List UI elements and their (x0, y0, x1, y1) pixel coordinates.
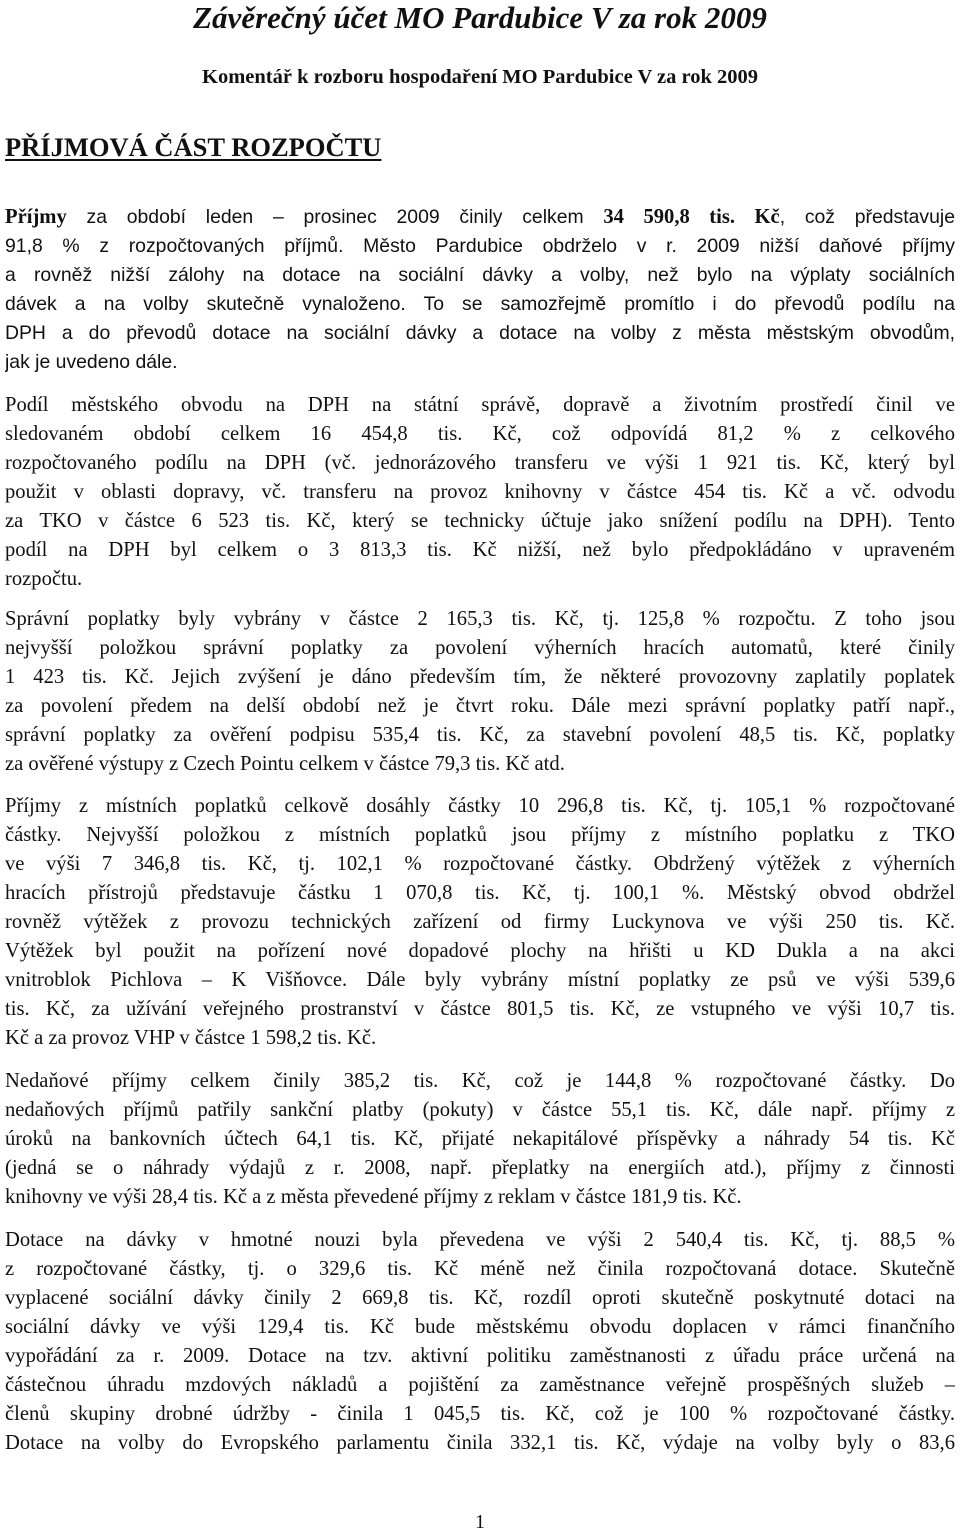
text-line: vypořádání za r. 2009. Dotace na tzv. aktivní politiku zaměstnanosti z úřadu práce určená na (5, 1345, 955, 1367)
text-line: Dotace na dávky v hmotné nouzi byla převedena ve výši 2 540,4 tis. Kč, tj. 88,5 % (5, 1229, 955, 1251)
text-span: , což představuje (779, 206, 955, 228)
text-line: nejvyšší položkou správní poplatky za povolení výherních hracích automatů, které činily (5, 637, 955, 659)
text-line: Výtěžek byl použit na pořízení nové dopadové plochy na hřišti u KD Dukla a na akci (5, 940, 955, 962)
paragraph-vat-share (5, 391, 955, 594)
paragraph-admin-fees (5, 605, 955, 779)
text-line: rozpočtu. (5, 568, 83, 590)
text-line: za ověřené výstupy z Czech Pointu celkem v částce 79,3 tis. Kč atd. (5, 753, 565, 775)
text-line: Dotace na volby do Evropského parlamentu činila 332,1 tis. Kč, výdaje na volby byly o 83,6 (5, 1432, 955, 1454)
text-span: za období leden – prosinec 2009 činily celkem (66, 206, 604, 228)
text-line: z rozpočtované částky, tj. o 329,6 tis. Kč méně než činila rozpočtovaná dotace. Skutečně (5, 1258, 955, 1280)
text-line: ve výši 7 346,8 tis. Kč, tj. 102,1 % rozpočtované částky. Obdržený výtěžek z výherních (5, 853, 955, 875)
text-line: jak je uvedeno dále. (5, 351, 178, 373)
text-line: členů skupiny drobné údržby - činila 1 045,5 tis. Kč, což je 100 % rozpočtované částky. (5, 1403, 955, 1425)
paragraph-subsidies (5, 1226, 955, 1458)
bold-amount: 34 590,8 tis. Kč (603, 206, 780, 228)
bold-term: Příjmy (5, 206, 67, 228)
document-subtitle: Komentář k rozboru hospodaření MO Pardubice V za rok 2009 (202, 66, 758, 88)
text-line: sociální dávky ve výši 129,4 tis. Kč bude městskému obvodu doplacen v rámci finančního (5, 1316, 955, 1338)
text-line: (jedná se o náhrady výdajů z r. 2008, např. přeplatky na energiích atd.), příjmy z činnosti (5, 1157, 955, 1179)
text-line: použit v oblasti dopravy, vč. transferu na provoz knihovny v částce 454 tis. Kč a vč. odvodu (5, 481, 955, 503)
text-line: a rovněž nižší zálohy na dotace na sociální dávky a volby, než bylo na výplaty sociálních (5, 264, 955, 286)
text-line: nedaňových příjmů patřily sankční platby (pokuty) v částce 55,1 tis. Kč, dále např. příjmy z (5, 1099, 955, 1121)
text-line: Správní poplatky byly vybrány v částce 2 165,3 tis. Kč, tj. 125,8 % rozpočtu. Z toho jsou (5, 608, 955, 630)
text-line: za TKO v částce 6 523 tis. Kč, který se technicky účtuje jako snížení podílu na DPH). Tento (5, 510, 955, 532)
text-line: za povolení předem na delší období než je čtvrt roku. Dále mezi správní poplatky patří např., (5, 695, 955, 717)
text-line: Nedaňové příjmy celkem činily 385,2 tis. Kč, což je 144,8 % rozpočtované částky. Do (5, 1070, 955, 1092)
text-line: tis. Kč, za užívání veřejného prostranství v částce 801,5 tis. Kč, ze vstupného ve výši 10,7 tis. (5, 998, 955, 1020)
text-line: sledovaném období celkem 16 454,8 tis. Kč, což odpovídá 81,2 % z celkového (5, 423, 955, 445)
text-line (5, 203, 955, 232)
page-number: 1 (475, 1511, 485, 1533)
text-line: hracích přístrojů představuje částku 1 070,8 tis. Kč, tj. 100,1 %. Městský obvod obdržel (5, 882, 955, 904)
text-line: vnitroblok Pichlova – K Višňovce. Dále byly vybrány místní poplatky ze psů ve výši 539,6 (5, 969, 955, 991)
text-line: DPH a do převodů dotace na sociální dávky a dotace na volby z města městským obvodům, (5, 322, 955, 344)
text-line: 1 423 tis. Kč. Jejich zvýšení je dáno především tím, že některé provozovny zaplatily poplatek (5, 666, 955, 688)
text-line: vyplacené sociální dávky činily 2 669,8 tis. Kč, rozdíl oproti skutečně poskytnuté dotaci na (5, 1287, 955, 1309)
text-line: správní poplatky za ověření podpisu 535,4 tis. Kč, za stavební povolení 48,5 tis. Kč, poplatky (5, 724, 955, 746)
section-heading: PŘÍJMOVÁ ČÁST ROZPOČTU (5, 132, 382, 162)
paragraph-local-fees (5, 792, 955, 1053)
text-line: částky. Nejvyšší položkou z místních poplatků jsou příjmy z místního poplatku z TKO (5, 824, 955, 846)
document-title: Závěrečný účet MO Pardubice V za rok 2009 (193, 0, 767, 35)
text-line: rozpočtovaného podílu na DPH (vč. jednorázového transferu ve výši 1 921 tis. Kč, který byl (5, 452, 955, 474)
text-line: Kč a za provoz VHP v částce 1 598,2 tis. Kč. (5, 1027, 377, 1049)
text-line: Podíl městského obvodu na DPH na státní správě, dopravě a životním prostředí činil ve (5, 394, 955, 416)
text-line: 91,8 % z rozpočtovaných příjmů. Město Pardubice obdrželo v r. 2009 nižší daňové příjmy (5, 235, 955, 257)
text-line: dávek a na volby skutečně vynaloženo. To se samozřejmě promítlo i do převodů podílu na (5, 293, 955, 315)
paragraph-total-revenue (5, 203, 955, 377)
text-line: Příjmy z místních poplatků celkově dosáhly částky 10 296,8 tis. Kč, tj. 105,1 % rozpočtované (5, 795, 955, 817)
text-line: knihovny ve výši 28,4 tis. Kč a z města převedené příjmy z reklam v částce 181,9 tis. Kč. (5, 1186, 742, 1208)
text-line: rovněž výtěžek z provozu technických zařízení od firmy Luckynova ve výši 250 tis. Kč. (5, 911, 955, 933)
text-line: podíl na DPH byl celkem o 3 813,3 tis. Kč nižší, než bylo předpokládáno v upraveném (5, 539, 955, 561)
text-line: částečnou úhradu mzdových nákladů a pojištění za zaměstnance veřejně prospěšných služeb – (5, 1374, 955, 1396)
paragraph-non-tax-revenue (5, 1067, 955, 1212)
text-line: úroků na bankovních účtech 64,1 tis. Kč, přijaté nekapitálové příspěvky a náhrady 54 tis. Kč (5, 1128, 955, 1150)
